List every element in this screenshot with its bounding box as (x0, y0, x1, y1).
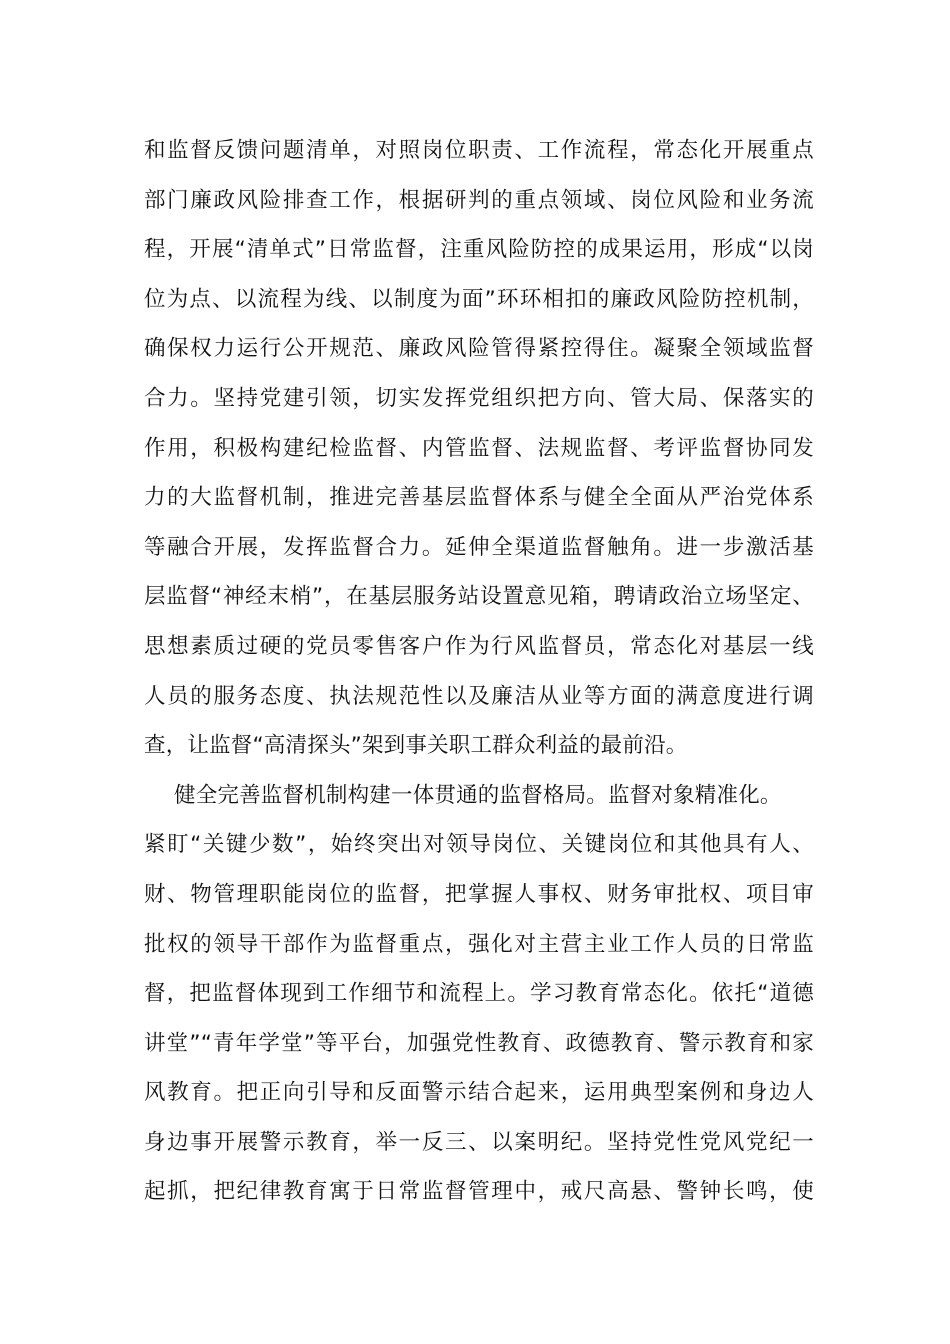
text-line-8: 力的大监督机制，推进完善基层监督体系与健全全面从严治党体系 (144, 485, 814, 511)
text-line-11: 思想素质过硬的党员零售客户作为行风监督员，常态化对基层一线 (144, 633, 814, 659)
text-line-9: 等融合开展，发挥监督合力。延伸全渠道监督触角。进一步激活基 (144, 534, 814, 560)
text-line-7: 作用，积极构建纪检监督、内管监督、法规监督、考评监督协同发 (144, 435, 814, 461)
text-line-19: 讲堂”“青年学堂”等平台，加强党性教育、政德教育、警示教育和家 (144, 1030, 814, 1056)
text-line-2: 部门廉政风险排查工作，根据研判的重点领域、岗位风险和业务流 (144, 187, 814, 213)
text-line-3: 程，开展“清单式”日常监督，注重风险防控的成果运用，形成“以岗 (144, 237, 814, 263)
text-line-22: 起抓，把纪律教育寓于日常监督管理中，戒尺高悬、警钟长鸣，使 (144, 1179, 814, 1205)
text-line-17: 批权的领导干部作为监督重点，强化对主营主业工作人员的日常监 (144, 931, 814, 957)
text-line-4: 位为点、以流程为线、以制度为面”环环相扣的廉政风险防控机制， (144, 286, 814, 312)
body-text (144, 126, 814, 1217)
text-line-18: 督，把监督体现到工作细节和流程上。学习教育常态化。依托“道德 (144, 981, 814, 1007)
text-line-16: 财、物管理职能岗位的监督，把掌握人事权、财务审批权、项目审 (144, 881, 814, 907)
text-line-5: 确保权力运行公开规范、廉政风险管得紧控得住。凝聚全领域监督 (144, 336, 814, 362)
text-line-15: 紧盯“关键少数”，始终突出对领导岗位、关键岗位和其他具有人、 (144, 832, 814, 858)
text-line-1: 和监督反馈问题清单，对照岗位职责、工作流程，常态化开展重点 (144, 138, 814, 163)
text-line-21: 身边事开展警示教育，举一反三、以案明纪。坚持党性党风党纪一 (144, 1129, 814, 1155)
text-line-6: 合力。坚持党建引领，切实发挥党组织把方向、管大局、保落实的 (144, 385, 814, 411)
paragraph-start-line: 健全完善监督机制构建一体贯通的监督格局。监督对象精准化。 (174, 782, 782, 808)
text-line-13: 查，让监督“高清探头”架到事关职工群众利益的最前沿。 (144, 733, 688, 759)
text-line-12: 人员的服务态度、执法规范性以及廉洁从业等方面的满意度进行调 (144, 683, 814, 709)
text-line-20: 风教育。把正向引导和反面警示结合起来，运用典型案例和身边人 (144, 1080, 814, 1106)
text-line-10: 层监督“神经末梢”，在基层服务站设置意见箱，聘请政治立场坚定、 (144, 584, 814, 610)
